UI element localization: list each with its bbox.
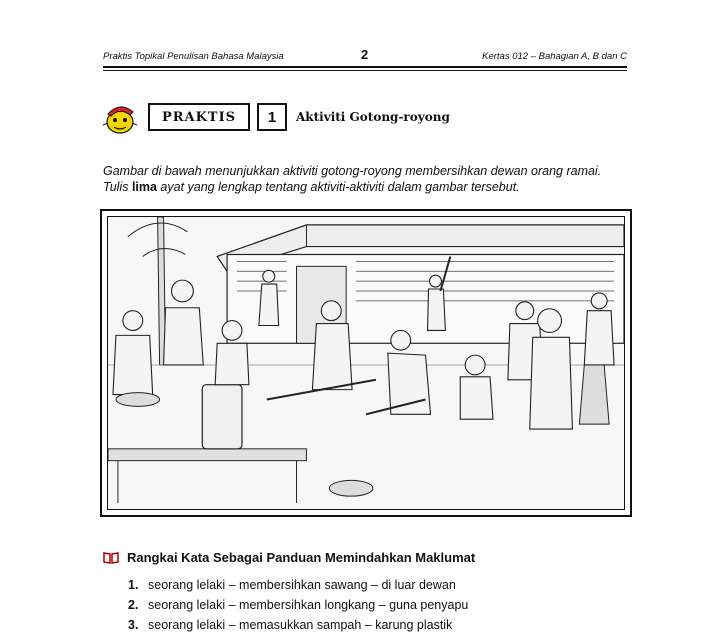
- instruction-line-2: Tulis lima ayat yang lengkap tentang aktiviti-aktiviti dalam gambar tersebut.: [103, 180, 520, 194]
- section-heading: [103, 550, 475, 565]
- instruction-line-1: Gambar di bawah menunjukkan aktiviti gotong-royong membersihkan dewan orang ramai.: [103, 164, 602, 178]
- list-item: 1. seorang lelaki – membersihkan sawang – di luar dewan: [128, 578, 456, 592]
- list-item: 2. seorang lelaki – membersihkan longkang – guna penyapu: [128, 598, 469, 612]
- header-paper-info: Kertas 012 – Bahagian A, B dan C: [482, 51, 627, 62]
- header-rule-thick: [103, 66, 627, 68]
- praktis-badge: PRAKTIS: [148, 103, 250, 131]
- book-icon: [103, 552, 119, 564]
- phrase-list: [128, 575, 468, 635]
- header-rule-thin: [103, 70, 627, 71]
- list-item: 3. seorang lelaki – memasukkan sampah – karung plastik: [128, 618, 453, 632]
- activity-title: Aktiviti Gotong-royong: [296, 110, 450, 124]
- praktis-number: 1: [257, 103, 287, 131]
- section-title: Rangkai Kata Sebagai Panduan Memindahkan Maklumat: [127, 550, 476, 565]
- instruction-emphasis: lima: [131, 180, 157, 194]
- mascot-icon: [100, 101, 140, 135]
- illustration-frame: [100, 209, 632, 517]
- header-book-title: Praktis Topikal Penulisan Bahasa Malaysia: [103, 51, 284, 62]
- gotong-royong-illustration: [108, 217, 624, 509]
- page-header: [103, 47, 627, 67]
- page-number: 2: [361, 47, 369, 62]
- instructions: [103, 163, 643, 195]
